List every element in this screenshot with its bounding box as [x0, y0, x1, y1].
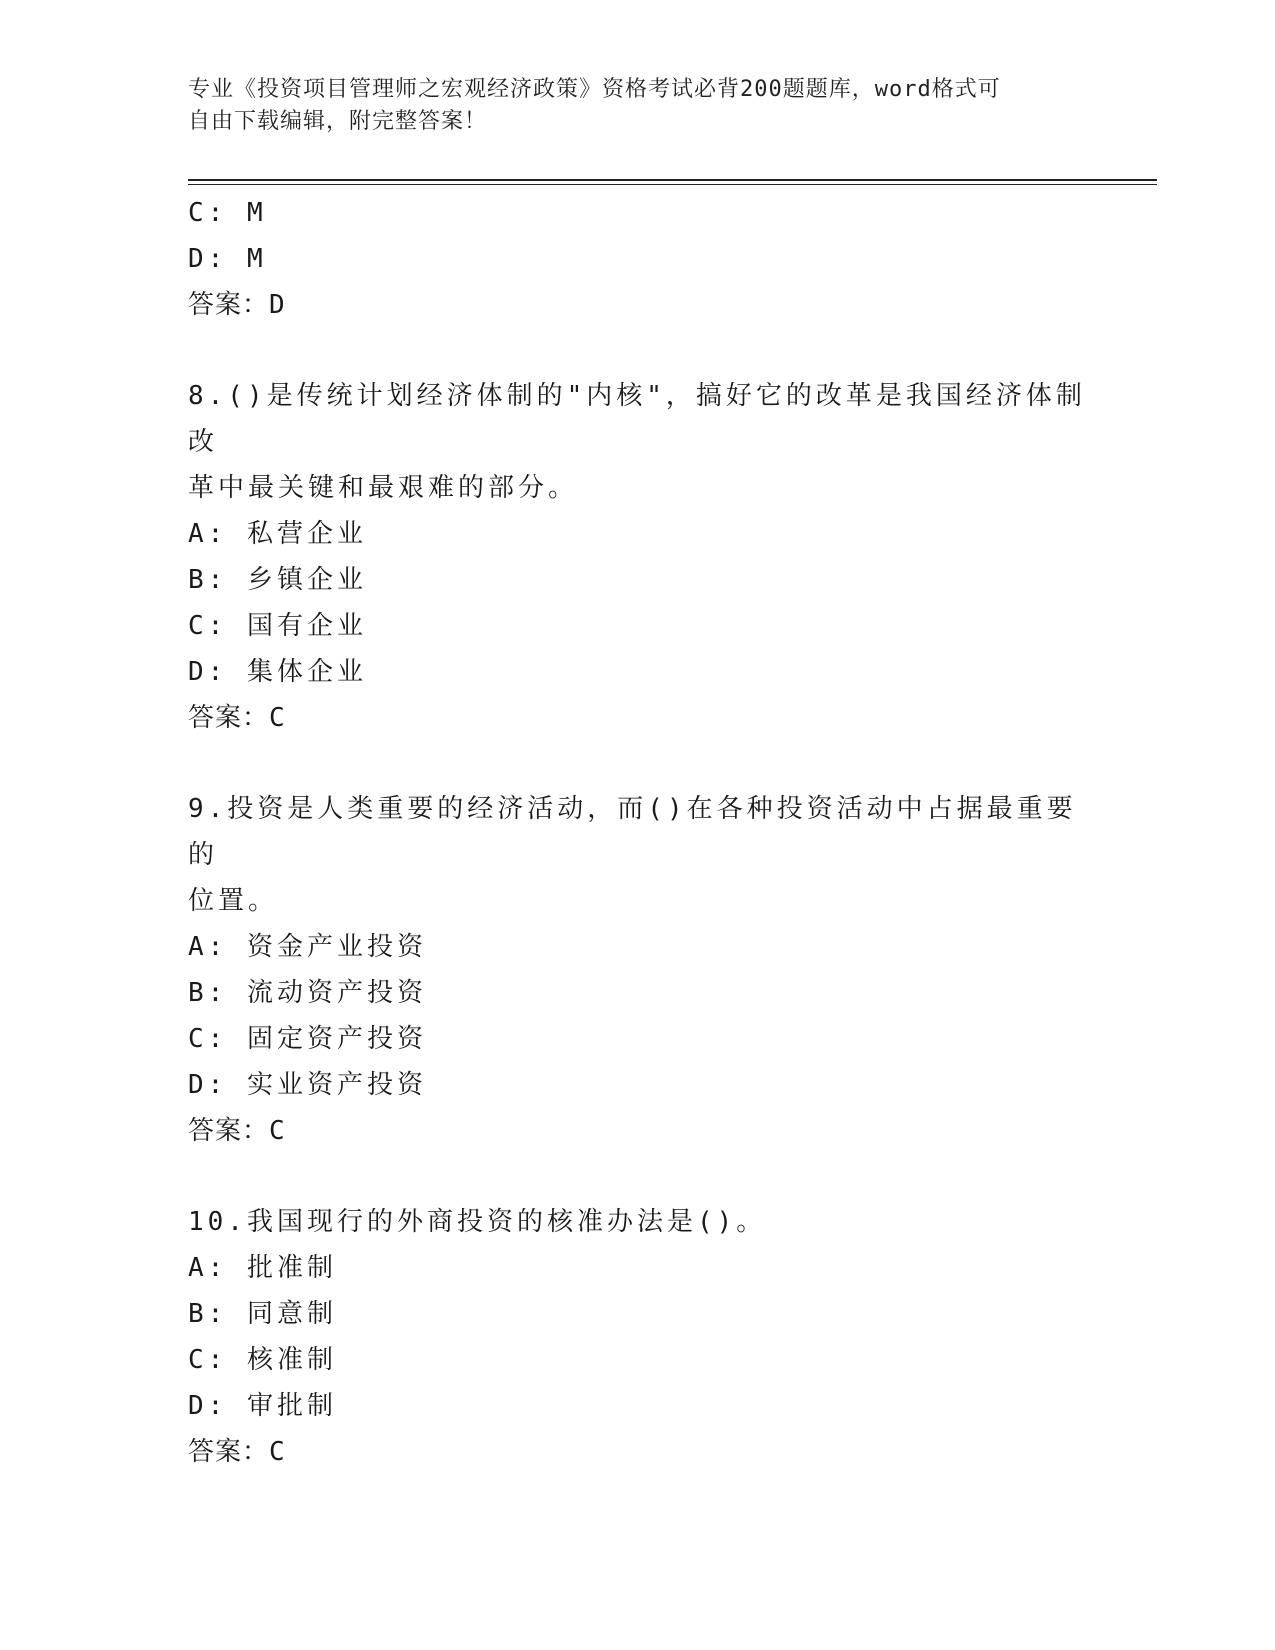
question-8 [188, 373, 1088, 741]
answer-line: 答案：C [188, 1437, 286, 1467]
option-a: A: 批准制 [188, 1253, 337, 1283]
option-d: D: 集体企业 [188, 657, 367, 687]
option-a: A: 私营企业 [188, 519, 367, 549]
question-7-continuation [188, 190, 1088, 328]
question-text: 9.投资是人类重要的经济活动，而()在各种投资活动中占据最重要的 位置。 [188, 794, 1077, 916]
option-d: D: 审批制 [188, 1391, 337, 1421]
option-c: C: 核准制 [188, 1345, 337, 1375]
answer-line: 答案：C [188, 703, 286, 733]
header-line-1: 专业《投资项目管理师之宏观经济政策》资格考试必背200题题库，word格式可 [188, 77, 1001, 102]
answer-line: 答案：D [188, 290, 286, 320]
document-header [188, 74, 1088, 138]
option-b: B: 流动资产投资 [188, 978, 427, 1008]
option-d: D: M [188, 244, 267, 274]
question-9 [188, 786, 1088, 1154]
header-divider-thin [188, 184, 1157, 185]
option-b: B: 同意制 [188, 1299, 337, 1329]
header-line-2: 自由下载编辑，附完整答案！ [188, 109, 488, 134]
answer-line: 答案：C [188, 1116, 286, 1146]
option-c: C: M [188, 198, 267, 228]
option-b: B: 乡镇企业 [188, 565, 367, 595]
question-10 [188, 1199, 1088, 1475]
option-c: C: 固定资产投资 [188, 1024, 427, 1054]
header-divider-thick [188, 179, 1157, 181]
option-c: C: 国有企业 [188, 611, 367, 641]
option-d: D: 实业资产投资 [188, 1070, 427, 1100]
option-a: A: 资金产业投资 [188, 932, 427, 962]
question-text: 10.我国现行的外商投资的核准办法是()。 [188, 1207, 767, 1237]
question-text: 8.()是传统计划经济体制的"内核"，搞好它的改革是我国经济体制改 革中最关键和最艰难的部分。 [188, 381, 1086, 503]
question-list [188, 190, 1088, 1475]
